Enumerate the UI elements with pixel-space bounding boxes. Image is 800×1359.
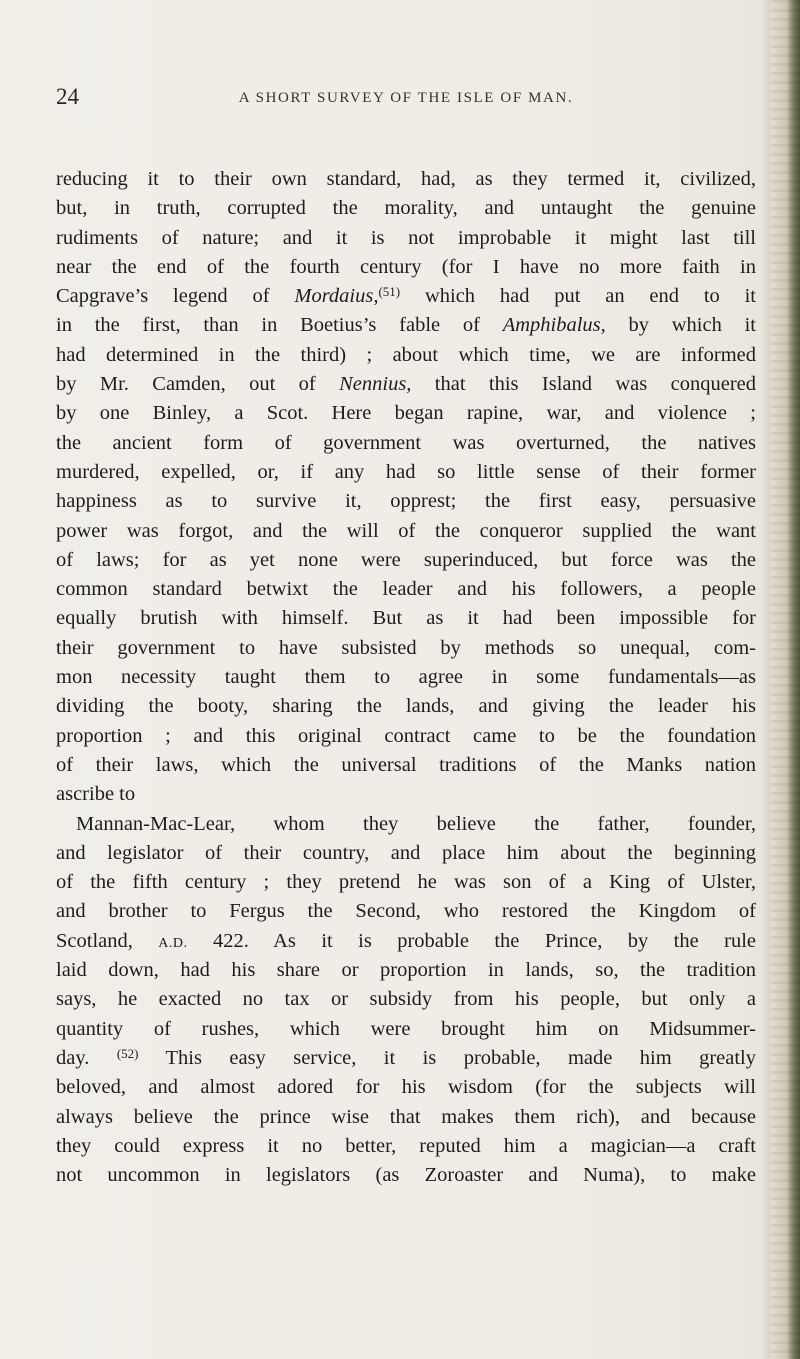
line-text: not uncommon in legislators (as Zoroaster and Numa), to make [56, 1164, 756, 1187]
line-text: This easy service, it is probable, made him greatly [138, 1046, 756, 1069]
line-text: they could express it no better, reputed him a magician—a craft [56, 1134, 756, 1157]
text-line [56, 634, 756, 663]
text-line [56, 458, 756, 487]
line-text: by one Binley, a Scot. Here began rapine, war, and violence ; [56, 402, 756, 425]
text-line [56, 194, 756, 223]
text-line [56, 341, 756, 370]
line-text: day. [56, 1046, 117, 1069]
body-text [56, 165, 756, 1190]
line-text: Scotland, [56, 929, 159, 952]
line-text: that this Island was conquered [411, 373, 756, 396]
text-line [56, 868, 756, 897]
line-text: by Mr. Camden, out of [56, 373, 340, 396]
line-text: says, he exacted no tax or subsidy from his people, but only a [56, 988, 756, 1011]
text-line [56, 810, 756, 839]
line-text: 422. As it is probable the Prince, by the rule [187, 929, 756, 952]
text-line [56, 487, 756, 516]
text-line [56, 224, 756, 253]
text-line [56, 1073, 756, 1102]
line-text: of their laws, which the universal traditions of the Manks nation [56, 753, 756, 776]
text-line [56, 780, 756, 809]
line-text: beloved, and almost adored for his wisdom (for the subjects will [56, 1076, 756, 1099]
text-line [56, 517, 756, 546]
line-text: happiness as to survive it, opprest; the first easy, persuasive [56, 490, 756, 513]
text-line [56, 370, 756, 399]
line-text: their government to have subsisted by methods so unequal, com- [56, 636, 756, 659]
text-line [56, 1015, 756, 1044]
text-line [56, 1161, 756, 1190]
line-text: ascribe to [56, 783, 136, 806]
text-line [56, 399, 756, 428]
text-line [56, 897, 756, 926]
text-line [56, 1132, 756, 1161]
line-text: but, in truth, corrupted the morality, and untaught the genuine [56, 197, 756, 220]
line-text: in the first, than in Boetius’s fable of [56, 314, 503, 337]
text-line [56, 985, 756, 1014]
text-line [56, 722, 756, 751]
line-text: Capgrave’s legend of [56, 285, 295, 308]
text-line [56, 311, 756, 340]
footnote-marker: (51) [378, 284, 401, 300]
running-head: A SHORT SURVEY OF THE ISLE OF MAN. [238, 90, 574, 106]
line-text: rudiments of nature; and it is not improbable it might last till [56, 226, 756, 249]
page-header [56, 86, 756, 116]
line-text: which had put an end to it [400, 285, 756, 308]
text-line [56, 575, 756, 604]
line-text: common standard betwixt the leader and his followers, a people [56, 578, 756, 601]
line-text: of the fifth century ; they pretend he was son of a King of Ulster, [56, 871, 756, 894]
line-text: and legislator of their country, and place him about the beginning [56, 841, 756, 864]
line-text: reducing it to their own standard, had, as they termed it, civilized, [56, 168, 756, 190]
line-text: near the end of the fourth century (for I have no more faith in [56, 255, 756, 278]
text-line [56, 956, 756, 985]
text-line [56, 429, 756, 458]
line-text: proportion ; and this original contract came to be the foundation [56, 724, 756, 747]
italic-name: Mordaius, [294, 285, 379, 308]
line-text: mon necessity taught them to agree in some fundamentals—as [56, 666, 756, 689]
text-line [56, 604, 756, 633]
text-line [56, 253, 756, 282]
line-text: murdered, expelled, or, if any had so little sense of their former [56, 460, 756, 483]
page-edge [770, 0, 800, 1359]
line-text: Mannan-Mac-Lear, whom they believe the father, founder, [76, 812, 756, 835]
line-text: quantity of rushes, which were brought him on Midsummer- [56, 1017, 756, 1040]
text-line [56, 1044, 756, 1073]
line-text: by which it [605, 314, 756, 337]
line-text: always believe the prince wise that makes them rich), and because [56, 1105, 756, 1128]
line-text: dividing the booty, sharing the lands, and giving the leader his [56, 695, 756, 718]
footnote-marker: (52) [116, 1045, 139, 1061]
line-text: of laws; for as yet none were superinduced, but force was the [56, 548, 756, 571]
text-line [56, 282, 756, 311]
line-text: had determined in the third) ; about which time, we are informed [56, 343, 756, 366]
line-text: power was forgot, and the will of the conqueror supplied the want [56, 519, 756, 542]
line-text: and brother to Fergus the Second, who restored the Kingdom of [56, 900, 756, 923]
text-line [56, 839, 756, 868]
line-text: laid down, had his share or proportion in lands, so, the tradition [56, 959, 756, 982]
text-line [56, 165, 756, 194]
text-line [56, 751, 756, 780]
text-line [56, 546, 756, 575]
text-line [56, 692, 756, 721]
line-text: the ancient form of government was overturned, the natives [56, 431, 756, 454]
text-line [56, 663, 756, 692]
italic-name: Amphibalus, [502, 314, 606, 337]
italic-name: Nennius, [339, 373, 412, 396]
page-gutter-shadow [762, 0, 770, 1359]
small-caps-text: A.D. [158, 935, 188, 951]
line-text: equally brutish with himself. But as it had been impossible for [56, 607, 756, 630]
page-number: 24 [56, 84, 79, 109]
text-line [56, 1103, 756, 1132]
text-line [56, 927, 756, 956]
